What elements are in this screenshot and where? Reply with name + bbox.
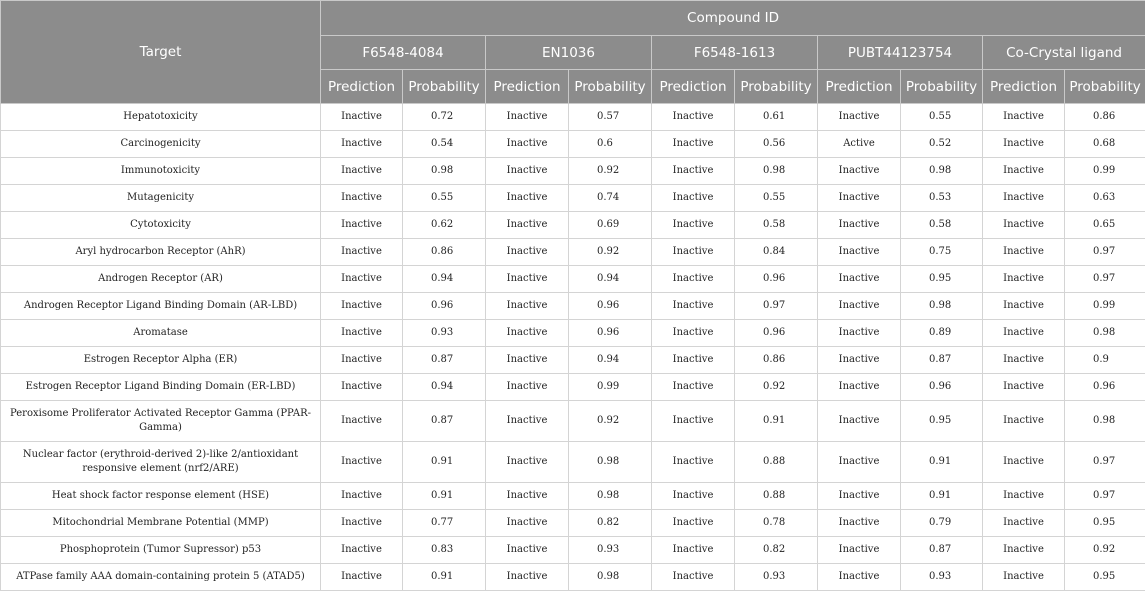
probability-header: Probability [403, 70, 486, 104]
probability-cell: 0.97 [1065, 239, 1145, 266]
probability-cell: 0.95 [901, 266, 983, 293]
probability-cell: 0.97 [1065, 266, 1145, 293]
prediction-cell: Inactive [983, 266, 1065, 293]
prediction-cell: Inactive [321, 320, 403, 347]
prediction-cell: Inactive [321, 401, 403, 442]
prediction-cell: Inactive [652, 104, 735, 131]
prediction-cell: Inactive [652, 158, 735, 185]
probability-header: Probability [1065, 70, 1145, 104]
prediction-cell: Inactive [652, 131, 735, 158]
target-cell: Aryl hydrocarbon Receptor (AhR) [1, 239, 321, 266]
probability-cell: 0.55 [735, 185, 818, 212]
prediction-cell: Inactive [983, 347, 1065, 374]
prediction-cell: Inactive [818, 212, 901, 239]
probability-cell: 0.65 [1065, 212, 1145, 239]
probability-cell: 0.54 [403, 131, 486, 158]
probability-cell: 0.98 [569, 564, 652, 591]
prediction-cell: Inactive [652, 564, 735, 591]
compound-header: F6548-1613 [652, 36, 818, 70]
prediction-cell: Inactive [486, 293, 569, 320]
probability-cell: 0.93 [901, 564, 983, 591]
table-row [1, 510, 1145, 537]
probability-cell: 0.82 [735, 537, 818, 564]
probability-cell: 0.57 [569, 104, 652, 131]
prediction-cell: Inactive [486, 320, 569, 347]
prediction-cell: Inactive [486, 185, 569, 212]
prediction-header: Prediction [818, 70, 901, 104]
probability-cell: 0.94 [403, 374, 486, 401]
probability-header: Probability [901, 70, 983, 104]
target-cell: Heat shock factor response element (HSE) [1, 483, 321, 510]
prediction-cell: Inactive [321, 510, 403, 537]
compound-header: F6548-4084 [321, 36, 486, 70]
prediction-cell: Inactive [983, 239, 1065, 266]
probability-cell: 0.92 [569, 239, 652, 266]
prediction-cell: Inactive [652, 320, 735, 347]
header-row-group [1, 1, 1145, 36]
probability-cell: 0.86 [1065, 104, 1145, 131]
prediction-cell: Inactive [652, 266, 735, 293]
target-cell: Estrogen Receptor Alpha (ER) [1, 347, 321, 374]
prediction-cell: Inactive [486, 104, 569, 131]
probability-cell: 0.96 [901, 374, 983, 401]
table-row [1, 266, 1145, 293]
target-cell: Aromatase [1, 320, 321, 347]
probability-cell: 0.98 [1065, 401, 1145, 442]
prediction-header: Prediction [486, 70, 569, 104]
prediction-cell: Inactive [818, 564, 901, 591]
probability-cell: 0.92 [569, 401, 652, 442]
probability-cell: 0.91 [403, 483, 486, 510]
probability-cell: 0.87 [901, 537, 983, 564]
probability-cell: 0.87 [901, 347, 983, 374]
table-row [1, 239, 1145, 266]
probability-cell: 0.75 [901, 239, 983, 266]
probability-cell: 0.86 [403, 239, 486, 266]
target-cell: Carcinogenicity [1, 131, 321, 158]
prediction-cell: Inactive [652, 293, 735, 320]
probability-cell: 0.58 [901, 212, 983, 239]
probability-cell: 0.98 [569, 442, 652, 483]
target-cell: Phosphoprotein (Tumor Supressor) p53 [1, 537, 321, 564]
probability-cell: 0.99 [569, 374, 652, 401]
probability-cell: 0.99 [1065, 293, 1145, 320]
probability-cell: 0.97 [1065, 442, 1145, 483]
table-row [1, 442, 1145, 483]
prediction-cell: Inactive [818, 483, 901, 510]
probability-cell: 0.72 [403, 104, 486, 131]
probability-cell: 0.87 [403, 347, 486, 374]
compound-id-header: Compound ID [321, 1, 1145, 36]
table-row [1, 564, 1145, 591]
probability-cell: 0.96 [569, 293, 652, 320]
probability-cell: 0.92 [735, 374, 818, 401]
compound-header: Co-Crystal ligand [983, 36, 1145, 70]
probability-cell: 0.93 [403, 320, 486, 347]
probability-cell: 0.69 [569, 212, 652, 239]
prediction-cell: Inactive [818, 537, 901, 564]
prediction-cell: Inactive [818, 104, 901, 131]
target-cell: Androgen Receptor Ligand Binding Domain (AR-LBD) [1, 293, 321, 320]
prediction-cell: Inactive [321, 442, 403, 483]
prediction-cell: Inactive [983, 131, 1065, 158]
probability-cell: 0.86 [735, 347, 818, 374]
prediction-cell: Inactive [652, 185, 735, 212]
probability-cell: 0.98 [569, 483, 652, 510]
probability-cell: 0.93 [569, 537, 652, 564]
prediction-cell: Inactive [818, 442, 901, 483]
prediction-cell: Inactive [486, 564, 569, 591]
probability-header: Probability [735, 70, 818, 104]
prediction-cell: Inactive [486, 239, 569, 266]
probability-cell: 0.95 [1065, 510, 1145, 537]
probability-cell: 0.91 [735, 401, 818, 442]
target-cell: Mutagenicity [1, 185, 321, 212]
prediction-cell: Inactive [652, 239, 735, 266]
prediction-cell: Inactive [983, 510, 1065, 537]
probability-cell: 0.97 [735, 293, 818, 320]
probability-cell: 0.99 [1065, 158, 1145, 185]
target-header: Target [1, 1, 321, 104]
prediction-cell: Inactive [818, 266, 901, 293]
prediction-cell: Active [818, 131, 901, 158]
table-row [1, 401, 1145, 442]
table-row [1, 483, 1145, 510]
prediction-cell: Inactive [321, 185, 403, 212]
table-row [1, 158, 1145, 185]
probability-cell: 0.95 [901, 401, 983, 442]
prediction-cell: Inactive [983, 320, 1065, 347]
target-cell: Hepatotoxicity [1, 104, 321, 131]
prediction-cell: Inactive [486, 374, 569, 401]
probability-cell: 0.6 [569, 131, 652, 158]
prediction-cell: Inactive [486, 442, 569, 483]
probability-cell: 0.96 [735, 320, 818, 347]
prediction-cell: Inactive [983, 293, 1065, 320]
prediction-cell: Inactive [983, 158, 1065, 185]
prediction-cell: Inactive [652, 347, 735, 374]
probability-cell: 0.87 [403, 401, 486, 442]
prediction-cell: Inactive [321, 131, 403, 158]
prediction-cell: Inactive [818, 347, 901, 374]
probability-cell: 0.91 [901, 442, 983, 483]
probability-cell: 0.94 [569, 347, 652, 374]
probability-cell: 0.91 [901, 483, 983, 510]
prediction-header: Prediction [321, 70, 403, 104]
prediction-cell: Inactive [486, 266, 569, 293]
prediction-cell: Inactive [652, 537, 735, 564]
probability-header: Probability [569, 70, 652, 104]
prediction-cell: Inactive [652, 510, 735, 537]
probability-cell: 0.9 [1065, 347, 1145, 374]
target-cell: Androgen Receptor (AR) [1, 266, 321, 293]
probability-cell: 0.96 [403, 293, 486, 320]
prediction-cell: Inactive [983, 185, 1065, 212]
prediction-cell: Inactive [818, 320, 901, 347]
probability-cell: 0.52 [901, 131, 983, 158]
prediction-cell: Inactive [983, 442, 1065, 483]
prediction-cell: Inactive [486, 537, 569, 564]
probability-cell: 0.94 [569, 266, 652, 293]
compound-header: EN1036 [486, 36, 652, 70]
probability-cell: 0.88 [735, 483, 818, 510]
probability-cell: 0.84 [735, 239, 818, 266]
prediction-cell: Inactive [652, 401, 735, 442]
prediction-cell: Inactive [818, 401, 901, 442]
probability-cell: 0.91 [403, 564, 486, 591]
probability-cell: 0.78 [735, 510, 818, 537]
table-row [1, 374, 1145, 401]
probability-cell: 0.92 [569, 158, 652, 185]
probability-cell: 0.88 [735, 442, 818, 483]
prediction-cell: Inactive [486, 401, 569, 442]
table-row [1, 347, 1145, 374]
target-cell: ATPase family AAA domain-containing protein 5 (ATAD5) [1, 564, 321, 591]
prediction-cell: Inactive [486, 510, 569, 537]
probability-cell: 0.68 [1065, 131, 1145, 158]
compound-header: PUBT44123754 [818, 36, 983, 70]
table-row [1, 131, 1145, 158]
prediction-cell: Inactive [818, 185, 901, 212]
probability-cell: 0.96 [1065, 374, 1145, 401]
probability-cell: 0.56 [735, 131, 818, 158]
probability-cell: 0.55 [901, 104, 983, 131]
probability-cell: 0.58 [735, 212, 818, 239]
probability-cell: 0.98 [1065, 320, 1145, 347]
prediction-cell: Inactive [652, 374, 735, 401]
table-row [1, 537, 1145, 564]
probability-cell: 0.94 [403, 266, 486, 293]
prediction-header: Prediction [652, 70, 735, 104]
probability-cell: 0.77 [403, 510, 486, 537]
prediction-cell: Inactive [486, 158, 569, 185]
prediction-cell: Inactive [321, 347, 403, 374]
target-cell: Peroxisome Proliferator Activated Receptor Gamma (PPAR-Gamma) [1, 401, 321, 442]
prediction-cell: Inactive [652, 483, 735, 510]
target-cell: Immunotoxicity [1, 158, 321, 185]
prediction-cell: Inactive [321, 158, 403, 185]
prediction-cell: Inactive [486, 347, 569, 374]
target-cell: Nuclear factor (erythroid-derived 2)-like 2/antioxidant responsive element (nrf2/ARE) [1, 442, 321, 483]
table-row [1, 104, 1145, 131]
probability-cell: 0.98 [901, 158, 983, 185]
prediction-cell: Inactive [321, 537, 403, 564]
prediction-cell: Inactive [652, 212, 735, 239]
prediction-cell: Inactive [321, 104, 403, 131]
prediction-cell: Inactive [321, 239, 403, 266]
prediction-cell: Inactive [818, 374, 901, 401]
probability-cell: 0.53 [901, 185, 983, 212]
prediction-cell: Inactive [983, 401, 1065, 442]
probability-cell: 0.79 [901, 510, 983, 537]
prediction-cell: Inactive [983, 212, 1065, 239]
table-body [1, 104, 1145, 591]
prediction-cell: Inactive [652, 442, 735, 483]
prediction-cell: Inactive [983, 374, 1065, 401]
table-row [1, 293, 1145, 320]
probability-cell: 0.89 [901, 320, 983, 347]
prediction-header: Prediction [983, 70, 1065, 104]
table-row [1, 185, 1145, 212]
prediction-cell: Inactive [486, 131, 569, 158]
prediction-cell: Inactive [818, 158, 901, 185]
table-row [1, 320, 1145, 347]
probability-cell: 0.92 [1065, 537, 1145, 564]
probability-cell: 0.63 [1065, 185, 1145, 212]
prediction-cell: Inactive [486, 212, 569, 239]
probability-cell: 0.82 [569, 510, 652, 537]
prediction-cell: Inactive [321, 374, 403, 401]
prediction-cell: Inactive [321, 212, 403, 239]
prediction-cell: Inactive [983, 537, 1065, 564]
target-cell: Mitochondrial Membrane Potential (MMP) [1, 510, 321, 537]
target-cell: Estrogen Receptor Ligand Binding Domain (ER-LBD) [1, 374, 321, 401]
prediction-cell: Inactive [321, 564, 403, 591]
prediction-cell: Inactive [818, 510, 901, 537]
probability-cell: 0.93 [735, 564, 818, 591]
probability-cell: 0.98 [735, 158, 818, 185]
prediction-cell: Inactive [321, 293, 403, 320]
prediction-cell: Inactive [983, 104, 1065, 131]
probability-cell: 0.74 [569, 185, 652, 212]
probability-cell: 0.98 [403, 158, 486, 185]
probability-cell: 0.96 [735, 266, 818, 293]
probability-cell: 0.97 [1065, 483, 1145, 510]
probability-cell: 0.96 [569, 320, 652, 347]
prediction-cell: Inactive [321, 483, 403, 510]
probability-cell: 0.91 [403, 442, 486, 483]
probability-cell: 0.55 [403, 185, 486, 212]
probability-cell: 0.98 [901, 293, 983, 320]
target-cell: Cytotoxicity [1, 212, 321, 239]
prediction-cell: Inactive [818, 239, 901, 266]
probability-cell: 0.62 [403, 212, 486, 239]
prediction-cell: Inactive [321, 266, 403, 293]
probability-cell: 0.95 [1065, 564, 1145, 591]
table-row [1, 212, 1145, 239]
probability-cell: 0.83 [403, 537, 486, 564]
prediction-cell: Inactive [983, 483, 1065, 510]
probability-cell: 0.61 [735, 104, 818, 131]
prediction-cell: Inactive [983, 564, 1065, 591]
prediction-cell: Inactive [818, 293, 901, 320]
prediction-cell: Inactive [486, 483, 569, 510]
